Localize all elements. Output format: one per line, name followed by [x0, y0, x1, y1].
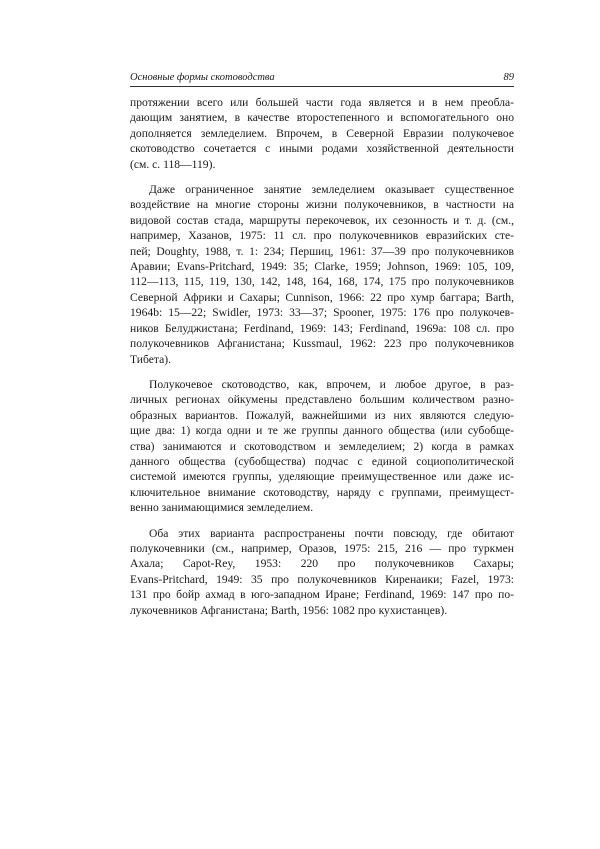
text-line: видовой состав стада, маршруты перекочевок, их сезонность и т. д. (см., — [130, 213, 514, 227]
text-line: ства) занимаются и скотоводством и земледелием; 2) когда в рамках — [130, 439, 514, 453]
text-line: полукочевников Афганистана; Kussmaul, 1962: 223 про полукочевников — [130, 337, 514, 351]
text-line: Оба этих варианта распространены почти повсюду, где обитают — [149, 526, 514, 540]
text-line: лукочевников Афганистана; Barth, 1956: 1082 про кухистанцев). — [130, 603, 448, 617]
text-line: протяжении всего или большей части года является и в нем преобла- — [130, 96, 514, 109]
text-line: системой имеются группы, уделяющие преимущественное или даже ис- — [130, 470, 514, 484]
text-line: щие два: 1) когда одни и те же группы данного общества (или субобще- — [130, 424, 514, 438]
text-line: пей; Doughty, 1988, т. 1: 234; Першиц, 1961: 37—39 про полукочевников — [130, 244, 514, 258]
text-line: полукочевники (см., например, Оразов, 1975: 215, 216 — про туркмен — [130, 541, 514, 555]
text-line: Полукочевое скотоводство, как, впрочем, и любое другое, в раз- — [149, 377, 514, 391]
paragraph-3 — [130, 377, 514, 516]
text-line: личных регионах ойкумены представлено большим количеством разно- — [130, 393, 514, 407]
text-line: Evans-Pritchard, 1949: 35 про полукочевников Киренаики; Fazel, 1973: — [130, 572, 514, 586]
paragraph-1 — [130, 95, 514, 172]
text-line: венно занимающимися земледелием. — [130, 501, 314, 515]
text-line: Даже ограниченное занятие земледелием оказывает существенное — [149, 183, 514, 197]
text-line: Северной Африки и Сахары; Cunnison, 1966: 22 про хумр баггара; Barth, — [130, 290, 514, 304]
text-line: ников Белуджистана; Ferdinand, 1969: 143; Ferdinand, 1969a: 108 сл. про — [130, 321, 514, 335]
text-line: например, Хазанов, 1975: 11 сл. про полукочевников евразийских сте- — [130, 229, 514, 243]
text-line: скотоводство сочетается с иными родами хозяйственной деятельности — [130, 142, 514, 156]
text-line: Тибета). — [130, 352, 172, 366]
text-line: (см. с. 118—119). — [130, 157, 216, 171]
text-line: дающим занятием, в качестве второстепенного и вспомогательного оно — [130, 111, 514, 125]
running-header — [130, 72, 514, 87]
text-line: воздействие на многие стороны жизни полукочевников, в частности на — [130, 198, 514, 212]
text-line: дополняется земледелием. Впрочем, в Северной Евразии полукочевое — [130, 126, 514, 140]
page-number: 89 — [503, 72, 514, 83]
paragraph-2 — [130, 182, 514, 367]
text-line: ключительное внимание скотоводству, наряду с группами, преимущест- — [130, 485, 514, 499]
running-header-title: Основные формы скотоводства — [130, 72, 275, 83]
text-line: 112—113, 115, 119, 130, 142, 148, 164, 168, 174, 175 про полукочевников — [130, 275, 514, 289]
text-line: данного общества (субобщества) подчас с единой социополитической — [130, 454, 514, 468]
body-text — [130, 95, 514, 628]
text-line: Ахала; Capot-Rey, 1953: 220 про полукочевников Сахары; — [130, 557, 514, 571]
text-line: 131 про бойр ахмад в юго-западном Иране; Ferdinand, 1969: 147 про по- — [130, 588, 514, 602]
text-line: 1964b: 15—22; Swidler, 1973: 33—37; Spooner, 1975: 176 про полукочев- — [130, 306, 514, 320]
paragraph-4 — [130, 526, 514, 618]
text-line: образных вариантов. Пожалуй, важнейшими из них являются следую- — [130, 408, 514, 422]
text-line: Аравии; Evans-Pritchard, 1949: 35; Clarke, 1959; Johnson, 1969: 105, 109, — [130, 260, 514, 274]
